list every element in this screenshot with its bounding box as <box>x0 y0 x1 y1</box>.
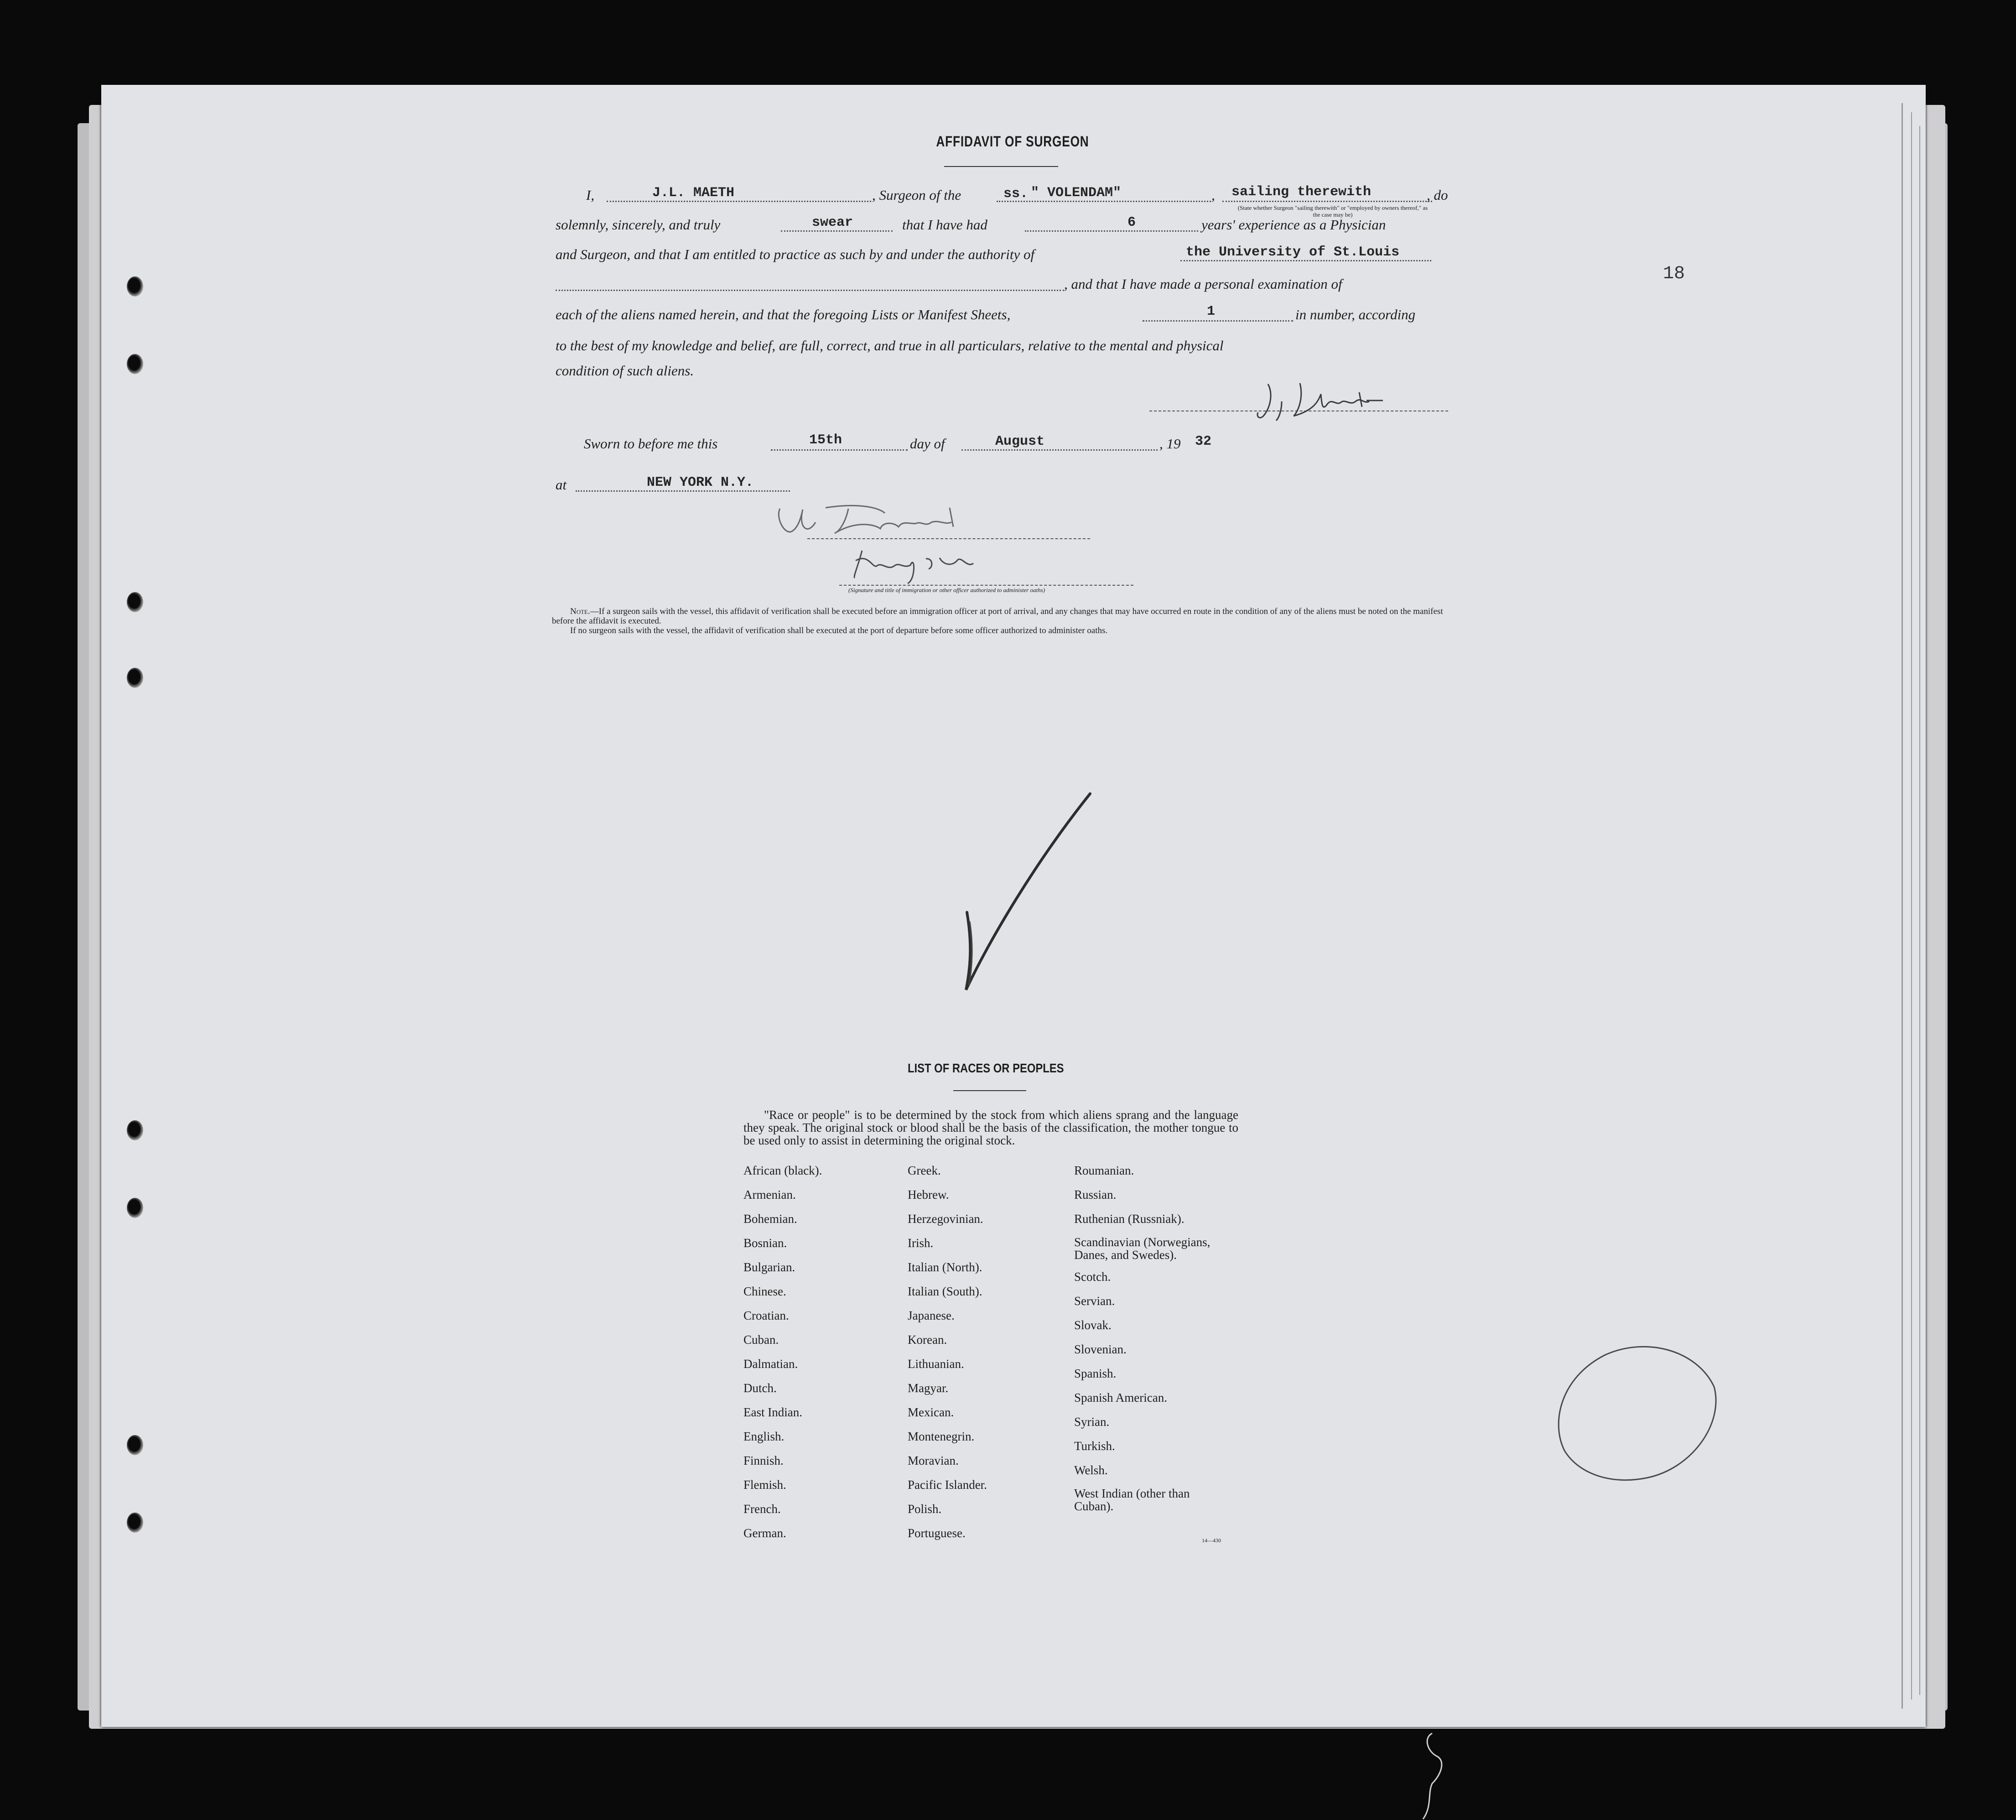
race-item: Croatian. <box>743 1309 789 1322</box>
officer-signature <box>771 499 1099 591</box>
sheets-line <box>1143 320 1293 322</box>
race-item: Bulgarian. <box>743 1260 795 1274</box>
race-item: Spanish. <box>1074 1367 1117 1380</box>
surgeon-capacity: sailing therewith <box>1231 184 1372 200</box>
affidavit-text: that I have had <box>902 217 987 233</box>
race-item: German. <box>743 1526 786 1540</box>
race-item: Syrian. <box>1074 1415 1110 1429</box>
affidavit-text: I, <box>586 187 595 203</box>
race-item: Spanish American. <box>1074 1391 1167 1404</box>
race-item: Italian (North). <box>908 1260 982 1274</box>
at-text: at <box>556 477 567 493</box>
day-line <box>771 449 908 451</box>
race-item: Bohemian. <box>743 1212 797 1226</box>
race-item: Lithuanian. <box>908 1357 964 1371</box>
race-item: Flemish. <box>743 1478 786 1492</box>
month-line <box>961 449 1158 451</box>
surgeon-signature <box>1250 374 1405 424</box>
affidavit-text: to the best of my knowledge and belief, are full, correct, and true in all particulars, relative to the mental and physical <box>556 338 1224 354</box>
race-item: French. <box>743 1502 781 1516</box>
race-item: Slovak. <box>1074 1318 1112 1332</box>
authority-continuation-line <box>556 290 1064 291</box>
affidavit-text: , <box>1211 187 1215 203</box>
pencil-circle-mark <box>1546 1336 1720 1487</box>
race-item: Dalmatian. <box>743 1357 798 1371</box>
race-item: Slovenian. <box>1074 1342 1127 1356</box>
vessel-name: " VOLENDAM" <box>1031 185 1122 201</box>
officer-signature-line-2 <box>839 585 1133 586</box>
sworn-day: 15th <box>809 432 842 448</box>
affidavit-text: in number, according <box>1295 307 1416 322</box>
note-paragraph-1: —If a surgeon sails with the vessel, this affidavit of verification shall be executed before an immigration officer at port of arrival, and any changes that may have occurred en route in the condition of any of the aliens must be noted on the manifest before the affidavit is executed. <box>552 607 1443 626</box>
race-item: Herzegovinian. <box>908 1212 983 1226</box>
race-item: West Indian (other than Cuban). <box>1074 1487 1190 1513</box>
ss-prefix: ss. <box>1003 186 1029 202</box>
page-number: 18 <box>1663 264 1685 284</box>
licensing-authority: the University of St.Louis <box>1186 244 1400 260</box>
note-paragraph-2: If no surgeon sails with the vessel, the affidavit of verification shall be executed at the port of departure before some officer authorized to administer oaths. <box>570 626 1108 635</box>
title-underline <box>944 166 1058 167</box>
race-item: Turkish. <box>1074 1439 1115 1453</box>
vessel-line <box>997 201 1211 202</box>
affidavit-text: , Surgeon of the <box>872 187 961 203</box>
race-item: Pacific Islander. <box>908 1478 987 1492</box>
races-title: LIST OF RACES OR PEOPLES <box>908 1061 1064 1075</box>
race-item: Ruthenian (Russniak). <box>1074 1212 1185 1226</box>
race-item: Dutch. <box>743 1381 777 1395</box>
place-line <box>576 490 790 492</box>
race-item: Magyar. <box>908 1381 949 1395</box>
race-item: Montenegrin. <box>908 1430 975 1443</box>
affidavit-text: , and that I have made a personal examination of <box>1064 276 1342 292</box>
race-item: Moravian. <box>908 1454 959 1467</box>
affidavit-text: condition of such aliens. <box>556 363 694 379</box>
right-edge-line <box>1902 103 1903 1709</box>
affidavit-text: , do <box>1427 187 1448 203</box>
affidavit-text: solemnly, sincerely, and truly <box>556 217 721 233</box>
race-item: Russian. <box>1074 1188 1117 1201</box>
race-item: Bosnian. <box>743 1236 787 1250</box>
affidavit-text: each of the aliens named herein, and that the foregoing Lists or Manifest Sheets, <box>556 307 1011 322</box>
sworn-text: day of <box>910 436 945 452</box>
officer-signature-line-1 <box>807 538 1090 539</box>
sworn-year: 32 <box>1195 434 1212 449</box>
sworn-month: August <box>995 434 1045 449</box>
binder-hole <box>127 1198 143 1218</box>
race-item: East Indian. <box>743 1405 802 1419</box>
right-edge-line-2 <box>1911 112 1912 1700</box>
race-item: Servian. <box>1074 1294 1115 1308</box>
sworn-text: , 19 <box>1159 436 1181 452</box>
race-item: English. <box>743 1430 785 1443</box>
race-item: Greek. <box>908 1164 941 1177</box>
race-item: Scandinavian (Norwegians, Danes, and Swedes). <box>1074 1235 1211 1262</box>
capacity-instruction: (State whether Surgeon "sailing therewith" or "employed by owners thereof," as the case may be) <box>1237 204 1428 218</box>
races-column-2 <box>908 1163 987 1550</box>
race-item: Portuguese. <box>908 1526 966 1540</box>
race-item: Korean. <box>908 1333 947 1347</box>
race-item: Polish. <box>908 1502 942 1516</box>
affidavit-title: AFFIDAVIT OF SURGEON <box>936 133 1089 150</box>
affidavit-text: years' experience as a Physician <box>1201 217 1386 233</box>
race-item: Armenian. <box>743 1188 796 1201</box>
capacity-line <box>1222 201 1432 202</box>
race-item: Italian (South). <box>908 1284 982 1298</box>
race-item: Chinese. <box>743 1284 786 1298</box>
race-item: Irish. <box>908 1236 934 1250</box>
race-item: Roumanian. <box>1074 1164 1134 1177</box>
officer-caption: (Signature and title of immigration or other officer authorized to administer oaths) <box>848 587 1045 593</box>
check-mark <box>953 789 1104 994</box>
binder-hole <box>127 354 143 374</box>
race-item: Hebrew. <box>908 1188 949 1201</box>
binder-hole <box>127 592 143 612</box>
binder-hole <box>127 276 143 296</box>
authority-line <box>1180 260 1431 261</box>
race-item: Japanese. <box>908 1309 955 1322</box>
binder-hole <box>127 1513 143 1533</box>
race-item: Mexican. <box>908 1405 954 1419</box>
surgeon-name-line <box>607 201 871 202</box>
race-item: Scotch. <box>1074 1270 1111 1284</box>
note-label: Note. <box>570 607 590 616</box>
race-item: African (black). <box>743 1164 822 1177</box>
sworn-place: NEW YORK N.Y. <box>647 475 754 490</box>
affidavit-text: and Surgeon, and that I am entitled to practice as such by and under the authority of <box>556 246 1035 262</box>
affidavit-note <box>552 607 1455 635</box>
race-item: Cuban. <box>743 1333 779 1347</box>
races-intro: "Race or people" is to be determined by the stock from which aliens sprang and the language they speak. The original stock or blood shall be the basis of the classification, the mother tongue to be used only to assist in determining the original stock. <box>743 1108 1238 1147</box>
race-item: Finnish. <box>743 1454 784 1467</box>
surgeon-name: J.L. MAETH <box>652 185 735 201</box>
binder-hole <box>127 1120 143 1140</box>
years-line <box>1025 230 1198 232</box>
races-column-3 <box>1074 1163 1238 1521</box>
oath-line <box>781 230 893 232</box>
binder-hole <box>127 1435 143 1455</box>
sworn-text: Sworn to before me this <box>584 436 718 452</box>
years-experience: 6 <box>1128 215 1136 230</box>
races-title-underline <box>953 1090 1026 1091</box>
oath-type: swear <box>812 215 853 230</box>
form-number: 14—430 <box>1202 1537 1221 1544</box>
race-item: Welsh. <box>1074 1463 1108 1477</box>
binder-hole <box>127 668 143 688</box>
races-column-1 <box>743 1163 822 1550</box>
right-edge-line-3 <box>1919 126 1920 1695</box>
manifest-sheet-count: 1 <box>1207 304 1216 319</box>
binding-string <box>1414 1729 1469 1820</box>
